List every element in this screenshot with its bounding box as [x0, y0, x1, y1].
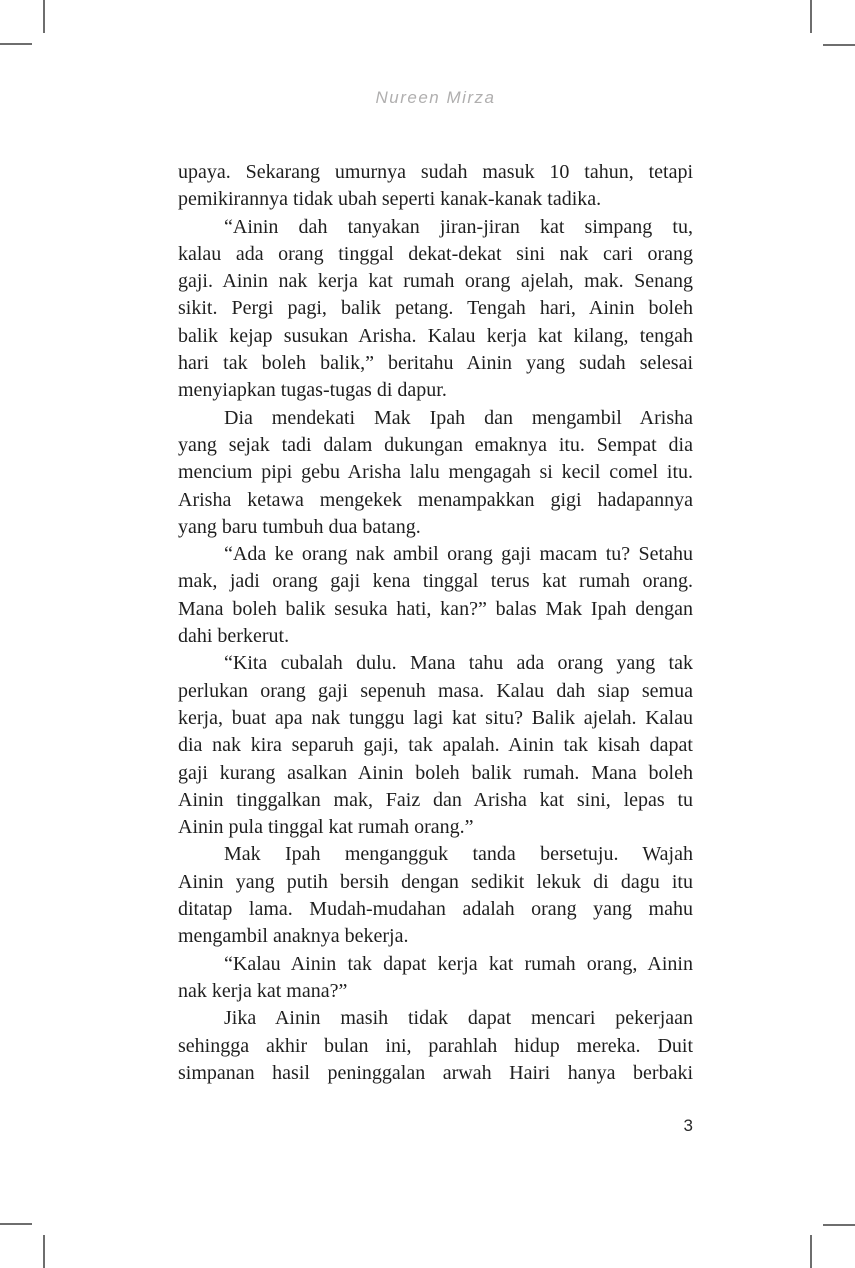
text-line: ditatap lama. Mudah-mudahan adalah orang yang mahu [178, 898, 693, 921]
text-line: hari tak boleh balik,” beritahu Ainin yang sudah selesai [178, 352, 693, 375]
text-line: sikit. Pergi pagi, balik petang. Tengah hari, Ainin boleh [178, 297, 693, 320]
crop-mark-bottom-right-horizontal [823, 1224, 855, 1226]
crop-mark-top-left-vertical [43, 0, 45, 33]
text-line: “Kita cubalah dulu. Mana tahu ada orang yang tak [224, 652, 693, 675]
text-line: Jika Ainin masih tidak dapat mencari pekerjaan [224, 1007, 693, 1030]
text-line: Mana boleh balik sesuka hati, kan?” balas Mak Ipah dengan [178, 597, 693, 620]
page-number: 3 [683, 1116, 693, 1135]
text-line: upaya. Sekarang umurnya sudah masuk 10 tahun, tetapi [178, 161, 693, 183]
text-line: gaji kurang asalkan Ainin boleh balik rumah. Mana boleh [178, 761, 693, 784]
text-line: Ainin tinggalkan mak, Faiz dan Arisha kat sini, lepas tu [178, 788, 693, 811]
text-line: nak kerja kat mana?” [178, 979, 348, 1002]
text-line: Arisha ketawa mengekek menampakkan gigi hadapannya [178, 488, 693, 511]
crop-mark-top-left-horizontal [0, 43, 32, 45]
text-line: kalau ada orang tinggal dekat-dekat sini nak cari orang [178, 242, 693, 265]
text-line: pemikirannya tidak ubah seperti kanak-kanak tadika. [178, 188, 602, 211]
text-line: yang baru tumbuh dua batang. [178, 515, 421, 538]
text-line: kerja, buat apa nak tunggu lagi kat situ? Balik ajelah. Kalau [178, 706, 693, 729]
text-line: Ainin yang putih bersih dengan sedikit lekuk di dagu itu [178, 870, 693, 893]
running-header-author: Nureen Mirza [375, 88, 496, 107]
text-line: yang sejak tadi dalam dukungan emaknya itu. Sempat dia [178, 433, 693, 456]
text-line: dia nak kira separuh gaji, tak apalah. Ainin tak kisah dapat [178, 734, 693, 757]
crop-mark-top-right-horizontal [823, 44, 855, 46]
text-line: perlukan orang gaji sepenuh masa. Kalau dah siap semua [178, 679, 693, 702]
text-line: mak, jadi orang gaji kena tinggal terus kat rumah orang. [178, 570, 693, 593]
text-line: mengambil anaknya bekerja. [178, 925, 409, 948]
text-line: Ainin pula tinggal kat rumah orang.” [178, 816, 474, 839]
text-line: Dia mendekati Mak Ipah dan mengambil Arisha [224, 406, 693, 429]
text-line: mencium pipi gebu Arisha lalu mengagah si kecil comel itu. [178, 461, 693, 484]
crop-mark-top-right-vertical [810, 0, 812, 33]
text-line: “Ainin dah tanyakan jiran-jiran kat simpang tu, [224, 215, 693, 238]
text-line: balik kejap susukan Arisha. Kalau kerja kat kilang, tengah [178, 324, 693, 347]
text-line: Mak Ipah mengangguk tanda bersetuju. Wajah [224, 843, 693, 866]
text-line: “Kalau Ainin tak dapat kerja kat rumah orang, Ainin [224, 952, 693, 975]
crop-mark-bottom-right-vertical [810, 1235, 812, 1268]
text-line: menyiapkan tugas-tugas di dapur. [178, 379, 447, 402]
text-line: dahi berkerut. [178, 625, 290, 648]
text-line: gaji. Ainin nak kerja kat rumah orang ajelah, mak. Senang [178, 270, 693, 293]
text-line: “Ada ke orang nak ambil orang gaji macam tu? Setahu [224, 543, 693, 566]
text-line: sehingga akhir bulan ini, parahlah hidup mereka. Duit [178, 1034, 693, 1057]
body-text [178, 159, 693, 1087]
crop-mark-bottom-left-vertical [43, 1235, 45, 1268]
crop-mark-bottom-left-horizontal [0, 1223, 32, 1225]
text-line: simpanan hasil peninggalan arwah Hairi hanya berbaki [178, 1061, 693, 1084]
